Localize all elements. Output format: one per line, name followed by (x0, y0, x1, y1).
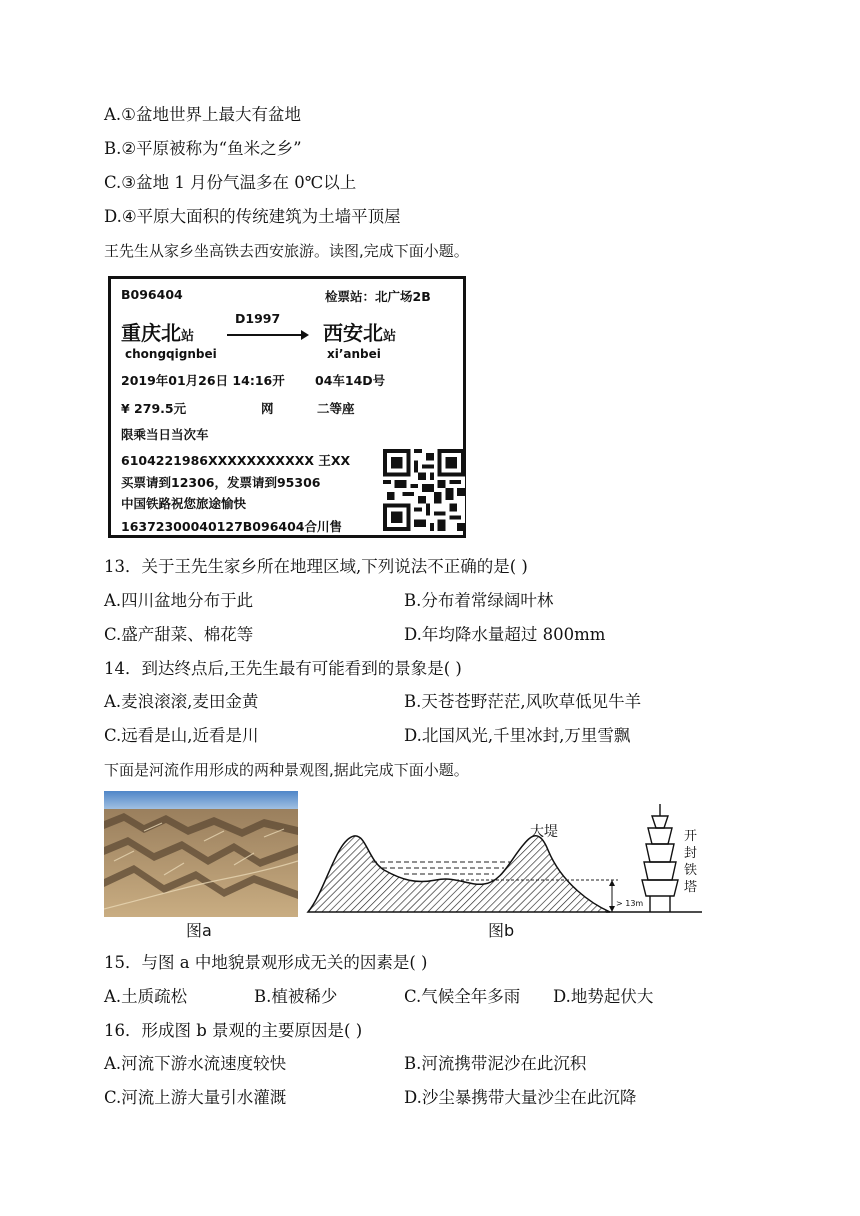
q15-option-c: C.气候全年多雨 (404, 987, 521, 1006)
ticket-serial: 16372300040127B096404合川售 (121, 519, 342, 534)
q16-option-c: C.河流上游大量引水灌溉 (104, 1088, 287, 1107)
ticket-price: ¥ 279.5元 (121, 401, 187, 416)
q16-option-a: A.河流下游水流速度较快 (104, 1054, 287, 1073)
ticket-seat: 04车14D号 (315, 373, 386, 388)
figure-a-photo (104, 791, 298, 917)
q13-stem: 13．关于王先生家乡所在地理区域,下列说法不正确的是( ) (104, 557, 528, 576)
q16-option-d: D.沙尘暴携带大量沙尘在此沉降 (404, 1088, 637, 1107)
arrow-icon (225, 327, 309, 343)
ticket-from-station: 重庆北 (121, 321, 181, 345)
ticket-id: B096404 (121, 287, 183, 302)
ticket-refund: 买票请到12306，发票请到95306 (121, 475, 321, 490)
ticket-to-station: 西安北 (323, 321, 383, 345)
q13-option-c: C.盛产甜菜、棉花等 (104, 625, 254, 644)
dike-and-riverbed (308, 836, 610, 912)
ticket-class: 二等座 (317, 401, 355, 416)
ticket-datetime: 2019年01月26日 14:16开 (121, 373, 285, 388)
option-a-prev: A.①盆地世界上最大有盆地 (104, 105, 301, 124)
option-b-prev: B.②平原被称为“鱼米之乡” (104, 139, 302, 158)
pagoda-label-2: 封 (684, 846, 698, 861)
q14-option-b: B.天苍苍野茫茫,风吹草低见牛羊 (404, 692, 642, 711)
ticket-from-suffix: 站 (181, 329, 195, 344)
ticket-channel: 网 (261, 401, 274, 416)
intro-landscape: 下面是河流作用形成的两种景观图,据此完成下面小题。 (104, 761, 469, 779)
intro-ticket: 王先生从家乡坐高铁去西安旅游。读图,完成下面小题。 (104, 242, 469, 260)
q15-option-d: D.地势起伏大 (553, 987, 654, 1006)
q16-stem: 16．形成图 b 景观的主要原因是( ) (104, 1021, 363, 1040)
ticket-limit: 限乘当日当次车 (121, 427, 209, 442)
ticket-train-number: D1997 (235, 311, 281, 326)
q14-option-d: D.北国风光,千里冰封,万里雪飘 (404, 726, 631, 745)
iron-pagoda-icon (642, 804, 678, 912)
ticket-passenger: 6104221986XXXXXXXXXXX 王XX (121, 453, 351, 468)
q14-option-a: A.麦浪滚滚,麦田金黄 (104, 692, 259, 711)
height-label: > 13m (616, 899, 644, 908)
figure-b-diagram (306, 800, 706, 918)
ticket-from-pinyin: chongqignbei (125, 347, 217, 361)
ticket-to-pinyin: xi’anbei (327, 347, 381, 361)
q13-option-a: A.四川盆地分布于此 (104, 591, 254, 610)
option-d-prev: D.④平原大面积的传统建筑为土墙平顶屋 (104, 207, 401, 226)
ticket-gate: 检票站：北广场2B (325, 289, 431, 304)
dike-label: 大堤 (530, 824, 558, 840)
q16-option-b: B.河流携带泥沙在此沉积 (404, 1054, 587, 1073)
qr-code-icon (383, 449, 465, 531)
loess-landscape-image (104, 791, 298, 917)
q13-option-d: D.年均降水量超过 800mm (404, 625, 606, 644)
option-c-prev: C.③盆地 1 月份气温多在 0℃以上 (104, 173, 357, 192)
figure-a-caption: 图a (186, 921, 212, 940)
q15-option-b: B.植被稀少 (254, 987, 338, 1006)
ticket-to-suffix: 站 (383, 329, 397, 344)
pagoda-label-3: 铁 (684, 863, 698, 878)
q13-option-b: B.分布着常绿阔叶林 (404, 591, 554, 610)
figure-b-caption: 图b (488, 921, 515, 940)
q15-stem: 15．与图 a 中地貌景观形成无关的因素是( ) (104, 953, 428, 972)
pagoda-label-1: 开 (684, 829, 698, 844)
pagoda-label-4: 塔 (684, 880, 698, 895)
ticket-wish: 中国铁路祝您旅途愉快 (121, 496, 247, 511)
q14-option-c: C.远看是山,近看是川 (104, 726, 259, 745)
q14-stem: 14．到达终点后,王先生最有可能看到的景象是( ) (104, 659, 462, 678)
train-ticket (108, 276, 466, 538)
q15-option-a: A.土质疏松 (104, 987, 188, 1006)
river-water-lines (372, 862, 510, 874)
